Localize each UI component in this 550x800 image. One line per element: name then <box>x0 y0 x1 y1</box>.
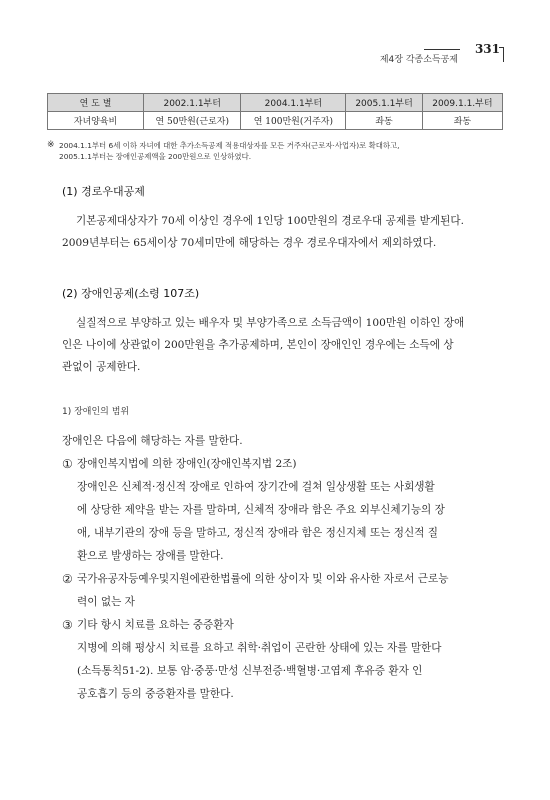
table-header-cell: 2009.1.1.부터 <box>422 94 502 112</box>
body-line: (소득통칙51-2). 보통 암·중풍·만성 신부전증·백혈병·고엽제 후유증 환자 인 <box>77 665 423 677</box>
body-line: 2009년부터는 65세이상 70세미만에 해당하는 경우 경로우대자에서 제외하였다. <box>62 237 437 249</box>
list-item <box>62 614 507 637</box>
body-line: 기본공제대상자가 70세 이상인 경우에 1인당 100만원의 경로우대 공제를 받게된다. <box>76 215 464 227</box>
section-body-disability <box>62 312 502 378</box>
body-line: 에 상당한 제약을 받는 자를 말하며, 신체적 장애라 함은 주요 외부신체기능의 장 <box>77 504 445 516</box>
table-cell: 좌동 <box>422 112 502 130</box>
table-row <box>48 112 503 130</box>
footnote-text: 2005.1.1부터는 장애인공제액을 200만원으로 인상하였다. <box>59 152 252 161</box>
list-item-title: 기타 항시 치료를 요하는 중증환자 <box>77 619 234 631</box>
table-footnote <box>47 140 517 162</box>
list-item-title: 국가유공자등예우및지원에관한법률에 의한 상이자 및 이와 유사한 자로서 근로능 <box>77 573 449 585</box>
list-intro: 장애인은 다음에 해당하는 자를 말한다. <box>62 435 243 447</box>
list-item-body <box>62 637 507 706</box>
chapter-title: 제4장 각종소득공제 <box>379 55 458 65</box>
circled-number-icon: ③ <box>62 618 73 632</box>
circled-number-icon: ① <box>62 457 73 471</box>
subsection-heading: 1) 장애인의 범위 <box>62 407 130 417</box>
circled-number-icon: ② <box>62 572 73 586</box>
page-number: 331 <box>474 42 500 56</box>
body-line: 애, 내부기관의 장애 등을 말하고, 정신적 장애라 함은 정신지체 또는 정신적 질 <box>77 527 439 539</box>
list-item-body <box>62 476 507 568</box>
body-line: 실질적으로 부양하고 있는 배우자 및 부양가족으로 소득금액이 100만원 이하인 장애 <box>76 317 465 329</box>
table-cell: 자녀양육비 <box>48 112 144 130</box>
body-line: 공호흡기 등의 중증환자를 말한다. <box>77 688 234 700</box>
table-header-cell: 2002.1.1부터 <box>144 94 241 112</box>
header-rule <box>424 49 460 50</box>
section-heading-disability: (2) 장애인공제(소령 107조) <box>62 287 200 300</box>
body-line: 력이 없는 자 <box>77 596 135 608</box>
page-header <box>344 42 504 66</box>
list-item <box>62 453 507 476</box>
list-item <box>62 568 507 591</box>
section-heading-elderly: (1) 경로우대공제 <box>62 185 145 198</box>
footnote-line <box>47 151 517 162</box>
body-line: 인은 나이에 상관없이 200만원을 추가공제하며, 본인이 장애인인 경우에는 소득에 상 <box>62 339 454 351</box>
table-cell: 연 50만원(근로자) <box>144 112 241 130</box>
body-line: 지병에 의해 평상시 치료를 요하고 취학·취업이 곤란한 상태에 있는 자를 말한다 <box>77 642 442 654</box>
body-line: 환으로 발생하는 장애를 말한다. <box>77 550 224 562</box>
child-deduction-table <box>47 93 503 130</box>
list-item-title: 장애인복지법에 의한 장애인(장애인복지법 2조) <box>77 458 297 470</box>
table-header-row <box>48 94 503 112</box>
table-header-cell: 2005.1.1부터 <box>346 94 422 112</box>
disability-scope-list <box>62 430 507 706</box>
reference-mark-icon: ※ <box>47 140 55 150</box>
body-line: 관없이 공제한다. <box>62 361 141 373</box>
table-header-cell: 2004.1.1부터 <box>241 94 346 112</box>
footnote-text: 2004.1.1부터 6세 이하 자녀에 대한 추가소득공제 적용대상자를 모든 거주자(근로자·사업자)로 확대하고, <box>59 141 400 150</box>
body-line: 장애인은 신체적·정신적 장애로 인하여 장기간에 걸쳐 일상생활 또는 사회생활 <box>77 481 435 493</box>
list-item-body <box>62 591 507 614</box>
section-body-elderly <box>62 210 502 254</box>
table-cell: 연 100만원(거주자) <box>241 112 346 130</box>
footnote-line <box>47 140 517 151</box>
table-header-cell: 연 도 별 <box>48 94 144 112</box>
table-cell: 좌동 <box>346 112 422 130</box>
